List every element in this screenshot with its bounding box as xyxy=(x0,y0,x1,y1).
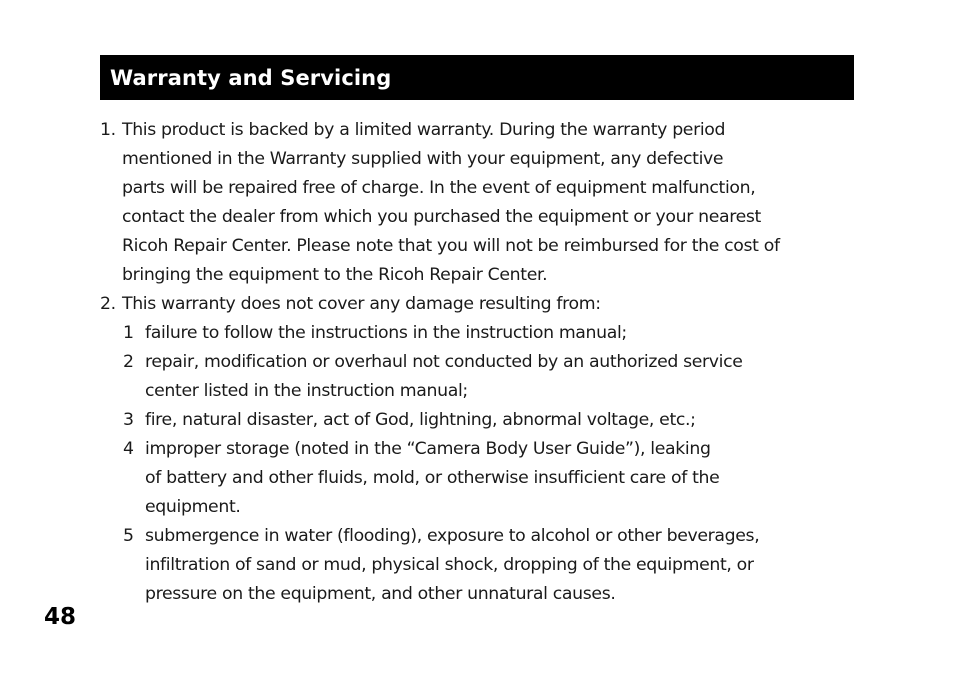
list-item-2-line xyxy=(100,290,860,319)
sub-item-text: equipment. xyxy=(145,497,241,517)
sub-item-5-line xyxy=(100,551,860,580)
sub-item-2-line xyxy=(100,377,860,406)
list-item-1-line xyxy=(100,261,860,290)
list-item-1-line xyxy=(100,174,860,203)
sub-item-number: 2 xyxy=(123,352,134,372)
sub-item-text: submergence in water (flooding), exposure to alcohol or other beverages, xyxy=(145,526,760,546)
list-item-1-line xyxy=(100,145,860,174)
sub-item-text: infiltration of sand or mud, physical shock, dropping of the equipment, or xyxy=(145,555,754,575)
sub-item-5-line xyxy=(100,580,860,609)
list-item-1-line xyxy=(100,203,860,232)
sub-item-number: 5 xyxy=(123,526,134,546)
sub-item-number: 1 xyxy=(123,323,134,343)
list-item-text: This product is backed by a limited warranty. During the warranty period xyxy=(122,120,726,140)
sub-item-3-line xyxy=(100,406,860,435)
list-item-1-line xyxy=(100,116,860,145)
list-item-text: This warranty does not cover any damage resulting from: xyxy=(122,294,601,314)
sub-item-text: pressure on the equipment, and other unnatural causes. xyxy=(145,584,616,604)
page-number: 48 xyxy=(44,604,77,630)
sub-item-4-line xyxy=(100,493,860,522)
list-item-text: parts will be repaired free of charge. In the event of equipment malfunction, xyxy=(122,178,756,198)
list-item-text: bringing the equipment to the Ricoh Repair Center. xyxy=(122,265,548,285)
sub-item-text: fire, natural disaster, act of God, lightning, abnormal voltage, etc.; xyxy=(145,410,696,430)
list-item-number: 1. xyxy=(100,120,116,140)
list-item-1-line xyxy=(100,232,860,261)
sub-item-1-line xyxy=(100,319,860,348)
sub-item-2-line xyxy=(100,348,860,377)
list-item-number: 2. xyxy=(100,294,116,314)
section-header xyxy=(100,55,854,100)
sub-item-text: repair, modification or overhaul not conducted by an authorized service xyxy=(145,352,743,372)
sub-item-number: 3 xyxy=(123,410,134,430)
list-item-text: mentioned in the Warranty supplied with your equipment, any defective xyxy=(122,149,724,169)
sub-item-text: center listed in the instruction manual; xyxy=(145,381,468,401)
sub-item-5-line xyxy=(100,522,860,551)
list-item-text: contact the dealer from which you purchased the equipment or your nearest xyxy=(122,207,761,227)
warranty-text xyxy=(100,116,860,609)
sub-item-number: 4 xyxy=(123,439,134,459)
sub-item-text: failure to follow the instructions in the instruction manual; xyxy=(145,323,627,343)
sub-item-4-line xyxy=(100,464,860,493)
section-title: Warranty and Servicing xyxy=(110,65,392,90)
sub-item-text: improper storage (noted in the “Camera Body User Guide”), leaking xyxy=(145,439,711,459)
list-item-text: Ricoh Repair Center. Please note that you will not be reimbursed for the cost of xyxy=(122,236,780,256)
sub-item-4-line xyxy=(100,435,860,464)
sub-item-text: of battery and other fluids, mold, or otherwise insufficient care of the xyxy=(145,468,720,488)
